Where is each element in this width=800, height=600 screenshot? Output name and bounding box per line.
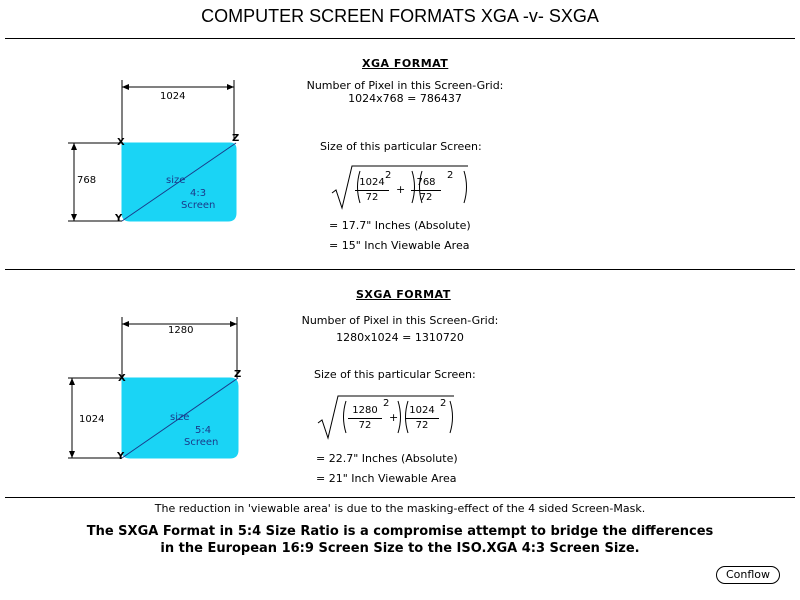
xga-frac2-line: [411, 190, 441, 191]
xga-heading: XGA FORMAT: [362, 57, 449, 70]
xga-size-text: size: [166, 175, 186, 186]
sxga-frac2-numerator: 1024: [409, 405, 435, 416]
statement-line-1: The SXGA Format in 5:4 Size Ratio is a compromise attempt to bridge the differences: [86, 524, 714, 539]
xga-plus: +: [396, 183, 406, 196]
xga-size-label: Size of this particular Screen:: [320, 140, 482, 153]
sxga-result-viewable: = 21" Inch Viewable Area: [316, 472, 457, 485]
bottom-divider: [5, 497, 795, 498]
sxga-size-text: size: [170, 412, 190, 423]
sxga-pixel-formula: 1280x1024 = 1310720: [336, 331, 464, 344]
statement-line-2: in the European 16:9 Screen Size to the ISO.XGA 4:3 Screen Size.: [160, 541, 640, 556]
xga-corner-z: Z: [232, 133, 240, 144]
xga-frac1-denominator: 72: [365, 192, 379, 203]
sxga-frac2-denominator: 72: [415, 420, 429, 431]
middle-divider: [5, 269, 795, 270]
xga-height-label: 768: [77, 175, 97, 186]
sxga-size-label: Size of this particular Screen:: [314, 368, 476, 381]
top-divider: [5, 38, 795, 39]
xga-frac1-line: [355, 190, 389, 191]
xga-width-label: 1024: [160, 91, 186, 102]
sxga-corner-x: X: [118, 373, 126, 384]
xga-frac2-numerator: 768: [416, 177, 436, 188]
sxga-pixel-label: Number of Pixel in this Screen-Grid:: [301, 314, 499, 327]
viewable-area-note: The reduction in 'viewable area' is due to the masking-effect of the 4 sided Screen-Mask.: [154, 502, 646, 515]
sxga-exp2: 2: [440, 398, 447, 409]
sxga-frac1-numerator: 1280: [352, 405, 378, 416]
sxga-frac1-denominator: 72: [358, 420, 372, 431]
sxga-corner-y: Y: [117, 451, 125, 462]
xga-result-viewable: = 15" Inch Viewable Area: [329, 239, 470, 252]
sxga-ratio-text: 5:4: [195, 425, 212, 436]
conflow-button[interactable]: Conflow: [716, 566, 780, 584]
sxga-result-absolute: = 22.7" Inches (Absolute): [316, 452, 458, 465]
xga-corner-y: Y: [115, 213, 123, 224]
xga-exp2: 2: [447, 170, 454, 181]
sxga-plus: +: [389, 411, 399, 424]
sxga-exp1: 2: [383, 398, 390, 409]
page-title: COMPUTER SCREEN FORMATS XGA -v- SXGA: [201, 6, 599, 26]
sxga-height-label: 1024: [79, 414, 105, 425]
sxga-width-label: 1280: [168, 325, 194, 336]
xga-frac1-numerator: 1024: [359, 177, 385, 188]
xga-result-absolute: = 17.7" Inches (Absolute): [329, 219, 471, 232]
xga-pixel-label: Number of Pixel in this Screen-Grid:: [306, 79, 504, 92]
sxga-corner-z: Z: [234, 369, 242, 380]
xga-screen-text: Screen: [181, 200, 216, 211]
xga-pixel-formula: 1024x768 = 786437: [348, 92, 462, 105]
xga-exp1: 2: [385, 170, 392, 181]
sxga-frac1-line: [348, 418, 382, 419]
xga-ratio-text: 4:3: [190, 188, 207, 199]
sxga-screen-text: Screen: [184, 437, 219, 448]
sxga-frac2-line: [405, 418, 439, 419]
sxga-heading: SXGA FORMAT: [356, 288, 451, 301]
sxga-screen-diagram: [60, 312, 260, 472]
xga-corner-x: X: [117, 137, 125, 148]
xga-frac2-denominator: 72: [419, 192, 433, 203]
